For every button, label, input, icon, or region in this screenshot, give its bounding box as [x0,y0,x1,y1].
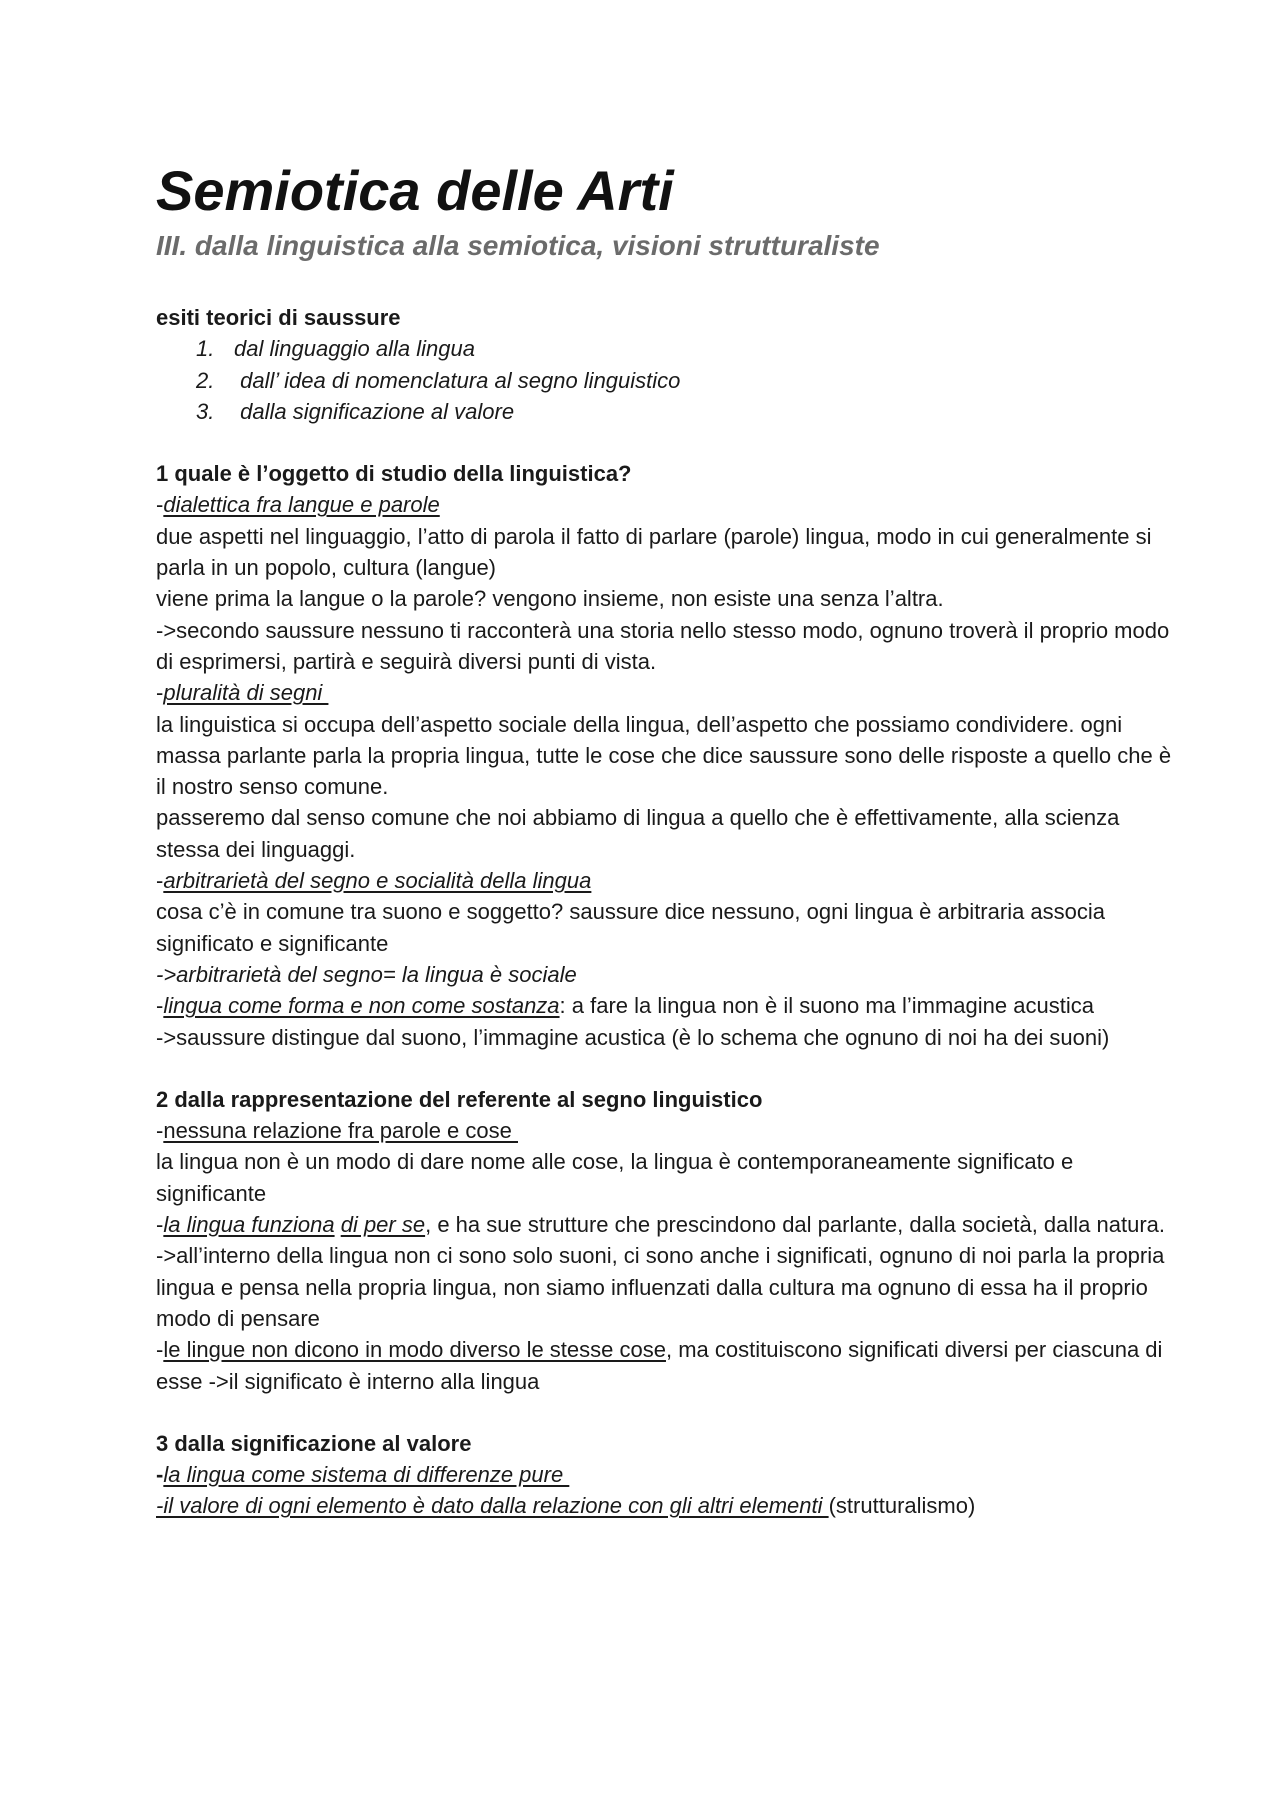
paragraph: -dialettica fra langue e parole [156,492,440,518]
paragraph: -il valore di ogni elemento è dato dalla relazione con gli altri elementi (strutturalismo) [156,1493,976,1519]
topic-nessuna-relazione: nessuna relazione fra parole e cose [163,1118,518,1144]
paragraph: -lingua come forma e non come sostanza: a fare la lingua non è il suono ma l’immagine acustica [156,993,1094,1019]
section-1-heading: 1 quale è l’oggetto di studio della linguistica? [156,461,632,487]
section-3 [156,1428,1180,1522]
topic-arbitrarieta: arbitrarietà del segno e socialità della lingua [163,868,592,894]
paragraph: -la lingua come sistema di differenze pure [156,1462,570,1488]
paragraph: la lingua non è un modo di dare nome alle cose, la lingua è contemporaneamente significato e significante [156,1149,1074,1206]
paragraph: -nessuna relazione fra parole e cose [156,1118,518,1144]
paragraph: -la lingua funziona di per se, e ha sue strutture che prescindono dal parlante, dalla società, dalla natura. [156,1212,1166,1238]
section-3-heading: 3 dalla significazione al valore [156,1430,472,1456]
paragraph: ->secondo saussure nessuno ti racconterà una storia nello stesso modo, ognuno troverà il proprio modo di esprimersi, partirà e seguirà diversi punti di vista. [156,617,1170,674]
intro-section [156,302,1180,1522]
paragraph: -arbitrarietà del segno e socialità della lingua [156,868,592,894]
list-item: 1. dal linguaggio alla lingua [196,336,475,362]
document-subtitle: III. dalla linguistica alla semiotica, visioni strutturaliste [156,230,880,261]
section-1 [156,458,1180,1053]
topic-di-per-se: di per se [340,1212,426,1238]
paragraph: cosa c’è in comune tra suono e soggetto? saussure dice nessuno, ogni lingua è arbitraria associa significato e significante [156,899,1106,956]
paragraph: ->arbitrarietà del segno= la lingua è sociale [156,961,577,987]
intro-heading: esiti teorici di saussure [156,305,401,330]
section-2-heading: 2 dalla rappresentazione del referente al segno linguistico [156,1086,763,1112]
paragraph: -le lingue non dicono in modo diverso le stesse cose, ma costituiscono significati diversi per ciascuna di esse ->il significato è interno alla lingua [156,1337,1163,1394]
topic-lingue-diverse: le lingue non dicono in modo diverso le stesse cose [163,1337,666,1363]
list-item: 3. dalla significazione al valore [196,398,515,424]
paragraph: passeremo dal senso comune che noi abbiamo di lingua a quello che è effettivamente, alla scienza stessa dei linguaggi. [156,805,1120,862]
paragraph: ->saussure distingue dal suono, l’immagine acustica (è lo schema che ognuno di noi ha dei suoni) [156,1024,1110,1050]
topic-valore-elemento: -il valore di ogni elemento è dato dalla relazione con gli altri elementi [156,1493,829,1519]
list-item: 2. dall’ idea di nomenclatura al segno linguistico [196,367,681,393]
topic-sistema-differenze: la lingua come sistema di differenze pure [163,1462,570,1488]
topic-lingua-funziona: la lingua funziona [163,1212,335,1238]
paragraph: due aspetti nel linguaggio, l’atto di parola il fatto di parlare (parole) lingua, modo in cui generalmente si parla in un popolo, cultura (langue) [156,523,1152,581]
paragraph: -pluralità di segni [156,680,329,706]
topic-forma: lingua come forma e non come sostanza [163,993,560,1019]
topic-pluralita: pluralità di segni [163,680,329,706]
section-2 [156,1084,1180,1397]
paragraph: la linguistica si occupa dell’aspetto sociale della lingua, dell’aspetto che possiamo condividere. ogni massa parlante parla la propria lingua, tutte le cose che dice saussure sono delle risposte a quello che è il nostro senso comune. [156,711,1172,800]
document-title: Semiotica delle Arti [156,159,674,222]
paragraph: viene prima la langue o la parole? vengono insieme, non esiste una senza l’altra. [156,586,944,612]
paragraph: ->all’interno della lingua non ci sono solo suoni, ci sono anche i significati, ognuno di noi parla la propria lingua e pensa nella propria lingua, non siamo influenzati dalla cultura ma ognuno di essa ha il proprio modo di pensare [156,1243,1165,1331]
topic-dialettica: dialettica fra langue e parole [163,492,440,518]
intro-list [156,333,1180,427]
